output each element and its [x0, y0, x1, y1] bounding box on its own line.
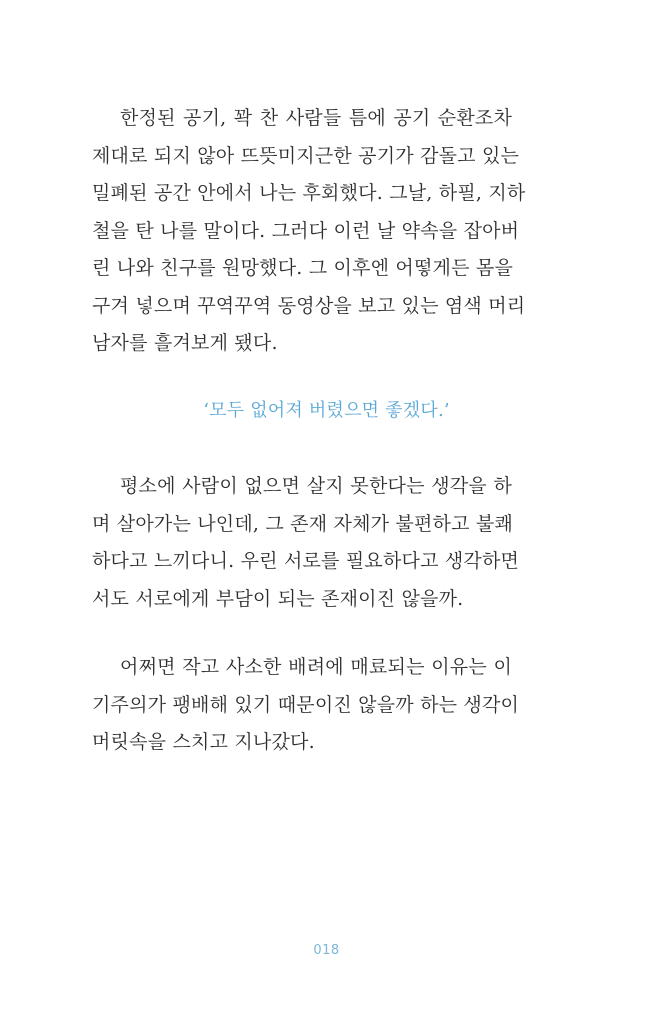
paragraph-line: 서도 서로에게 부담이 되는 존재이진 않을까. — [92, 588, 464, 610]
paragraph-line: 구겨 넣으며 꾸역꾸역 동영상을 보고 있는 염색 머리 — [92, 295, 526, 317]
paragraph-line: 린 나와 친구를 원망했다. 그 이후엔 어떻게든 몸을 — [92, 257, 513, 279]
page-number: 018 — [313, 943, 340, 958]
paragraph-line: 평소에 사람이 없으면 살지 못한다는 생각을 하 — [120, 475, 512, 497]
paragraph-line: 남자를 흘겨보게 됐다. — [92, 332, 278, 354]
paragraph-line: 며 살아가는 나인데, 그 존재 자체가 불편하고 불쾌 — [92, 513, 513, 535]
paragraph-line: 하다고 느끼다니. 우린 서로를 필요하다고 생각하면 — [92, 550, 520, 572]
paragraph-line: 어쩌면 작고 사소한 배려에 매료되는 이유는 이 — [120, 656, 512, 678]
paragraph-line: 한정된 공기, 꽉 찬 사람들 틈에 공기 순환조차 — [120, 107, 512, 129]
paragraph-line: 밀폐된 공간 안에서 나는 후회했다. 그날, 하필, 지하 — [92, 182, 526, 204]
paragraph-line: 기주의가 팽배해 있기 때문이진 않을까 하는 생각이 — [92, 694, 520, 716]
paragraph-line: 철을 탄 나를 말이다. 그러다 이런 날 약속을 잡아버 — [92, 220, 520, 242]
paragraph-line: 머릿속을 스치고 지나갔다. — [92, 731, 315, 753]
paragraph-line: 제대로 되지 않아 뜨뜻미지근한 공기가 감돌고 있는 — [92, 145, 520, 167]
highlighted-quote: ‘모두 없어져 버렸으면 좋겠다.’ — [203, 400, 450, 421]
